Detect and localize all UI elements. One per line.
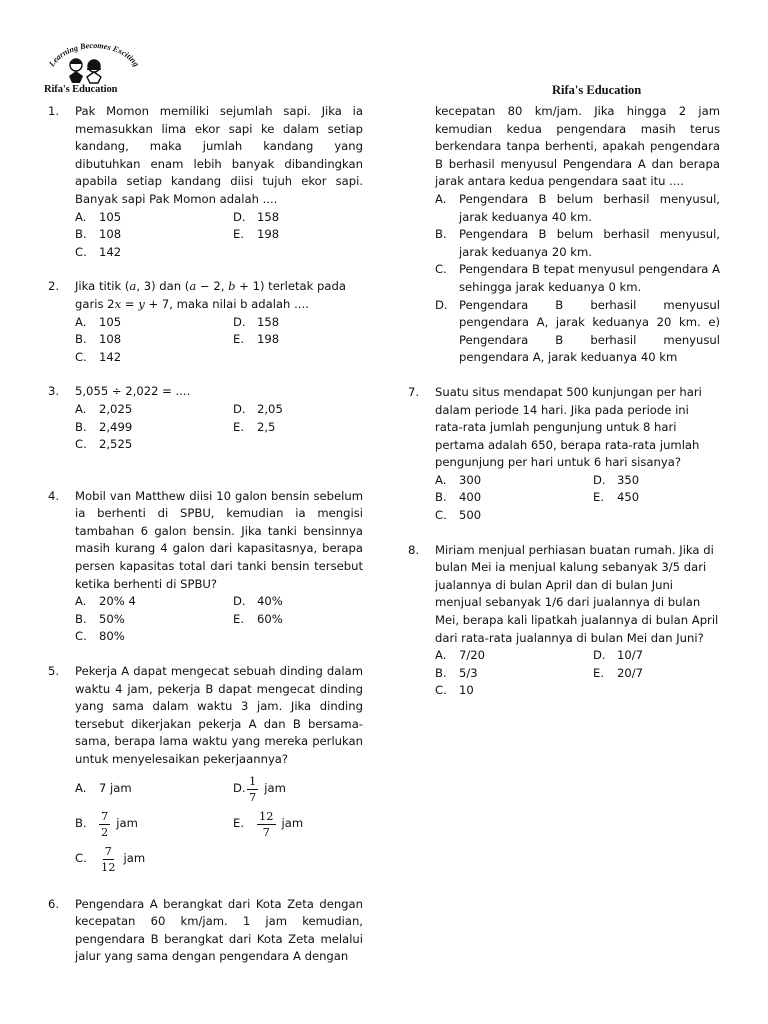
question-text: Pengendara A berangkat dari Kota Zeta dengan kecepatan 60 km/jam. 1 jam kemudian, pengendara B berangkat dari Kota Zeta melalui jalur yang sama dengan pengendara A dengan [75,896,363,964]
question-text: Mobil van Matthew diisi 10 galon bensin sebelum ia berhenti di SPBU, kemudian ia mengisi tambahan 6 galon bensin. Jika tanki bensinnya masih kurang 4 galon dari kapasitasnya, berapa persen kapasitas total dari tanki bensin tersebut ketika berhenti di SPBU? [75,488,363,591]
option-c[interactable]: C. 142 [75,349,122,364]
question-text: Pak Momon memiliki sejumlah sapi. Jika ia memasukkan lima ekor sapi ke dalam setiap kandang, maka jumlah kandang yang dibutuhkan enam lebih banyak dibandingkan apabila setiap kandang diisi tujuh ekor sapi. Banyak sapi Pak Momon adalah .... [75,104,363,206]
option-b[interactable]: B. 108 [75,227,122,242]
question-number: 5. [48,664,60,679]
option-e[interactable]: E. 198 [233,332,280,347]
page-header-title: Rifa's Education [552,83,642,97]
answer-options [75,209,363,262]
option-d[interactable]: D. 2,05 [233,401,283,416]
option-b[interactable]: B. 108 [75,332,122,347]
option-e[interactable]: E. $\frac{12}{7}$ jam [233,808,304,839]
option-d[interactable]: D. $\frac{1}{7}$ jam [233,773,286,804]
answer-options [435,191,720,367]
question-8 [408,542,720,700]
option-c[interactable]: C. 500 [435,508,482,523]
question-number: 7. [408,384,420,399]
question-2 [48,278,363,366]
question-number: 6. [48,896,60,911]
option-d[interactable]: D. 158 [233,314,280,329]
option-d[interactable]: D. 158 [233,209,280,224]
question-text: 5,055 ÷ 2,022 = .... [75,384,191,399]
question-5 [48,663,363,874]
question-7 [408,384,720,525]
option-d[interactable]: D. 350 [593,472,640,487]
option-b[interactable]: B. 400 [435,490,482,505]
answer-options [75,593,363,646]
question-number: 3. [48,384,60,399]
question-6 [48,896,363,966]
option-c[interactable]: C. Pengendara B tepat menyusul pengendara A sehingga jarak keduanya 0 km. [435,262,720,294]
option-e[interactable]: E. 60% [233,611,283,626]
question-4 [48,488,363,646]
logo-arc-text: Learning Becomes Exciting [47,42,141,69]
answer-options [435,647,720,700]
option-a[interactable]: A. 7/20 [435,648,486,663]
option-b[interactable]: B. 2,499 [75,419,133,434]
question-number: 1. [48,104,60,118]
option-b[interactable]: B. 50% [75,611,125,626]
option-b[interactable]: B. Pengendara B belum berhasil menyusul, jarak keduanya 20 km. [435,227,720,259]
question-3 [48,383,363,453]
option-a[interactable]: A. 105 [75,314,122,329]
option-c[interactable]: C. $\frac{7}{12}$ jam [75,843,146,874]
left-column [48,103,363,966]
option-d[interactable]: D. 10/7 [593,648,644,663]
option-a[interactable]: A. 7 jam [75,781,132,796]
logo-children-icon [42,42,142,106]
option-d[interactable]: D. Pengendara B berhasil menyusul pengendara A, jarak keduanya 20 km. e) Pengendara B berhasil menyusul pengendara A, jarak keduanya 40 km [435,297,720,365]
question-text-continued: kecepatan 80 km/jam. Jika hingga 2 jam kemudian kedua pengendara masih terus berkendara tanpa berhenti, apakah pengendara B berhasil menyusul Pengendara A dan berapa jarak antara kedua pengendara saat itu .... [435,104,720,189]
option-a[interactable]: A. 300 [435,472,482,487]
answer-options [75,314,363,367]
option-e[interactable]: E. 198 [233,227,280,242]
answer-options [435,472,720,525]
question-number: 2. [48,279,60,294]
question-text: Miriam menjual perhiasan buatan rumah. Jika di bulan Mei ia menjual kalung sebanyak 3/5 dari jualannya di bulan April dan di bulan Juni menjual sebanyak 1/6 dari jualannya di bulan Mei, berapa kali lipatkah jualannya di bulan April dari rata-rata jualannya di bulan Mei dan Juni? [435,542,719,645]
option-e[interactable]: E. 450 [593,490,640,505]
option-d[interactable]: D. 40% [233,594,283,609]
question-text: Pekerja A dapat mengecat sebuah dinding dalam waktu 4 jam, pekerja B dapat mengecat dinding yang sama dalam waktu 3 jam. Jika dinding tersebut dikerjakan pekerja A dan B bersama-sama, berapa lama waktu yang mereka perlukan untuk menyelesaikan pekerjaannya? [75,664,363,766]
option-c[interactable]: C. 10 [435,683,474,698]
answer-options [75,775,363,874]
option-b[interactable]: B. 5/3 [435,665,478,680]
question-1 [48,103,363,261]
option-a[interactable]: A. 2,025 [75,401,133,416]
option-e[interactable]: E. 2,5 [233,419,276,434]
option-c[interactable]: C. 80% [75,629,125,644]
option-b[interactable]: B. $\frac{7}{2}$ jam [75,808,138,839]
question-number: 4. [48,488,60,503]
question-text: Jika titik (a, 3) dan (a − 2, b + 1) terletak pada garis 2x = y + 7, maka nilai b adalah .... [75,279,346,311]
logo-label: Rifa's Education [44,84,118,95]
question-number: 8. [408,542,420,557]
option-a[interactable]: A. 20% 4 [75,594,136,609]
question-text: Suatu situs mendapat 500 kunjungan per hari dalam periode 14 hari. Jika pada periode ini rata-rata jumlah pengunjung untuk 8 hari pertama adalah 650, berapa rata-rata jumlah pengunjung per hari untuk 6 hari sisanya? [435,384,702,470]
answer-options [75,401,363,454]
question-6-continued [408,103,720,367]
option-c[interactable]: C. 142 [75,244,122,259]
option-e[interactable]: E. 20/7 [593,665,644,680]
option-c[interactable]: C. 2,525 [75,437,133,452]
right-column [408,103,720,700]
option-a[interactable]: A. 105 [75,209,122,224]
option-a[interactable]: A. Pengendara B belum berhasil menyusul, jarak keduanya 40 km. [435,191,720,224]
